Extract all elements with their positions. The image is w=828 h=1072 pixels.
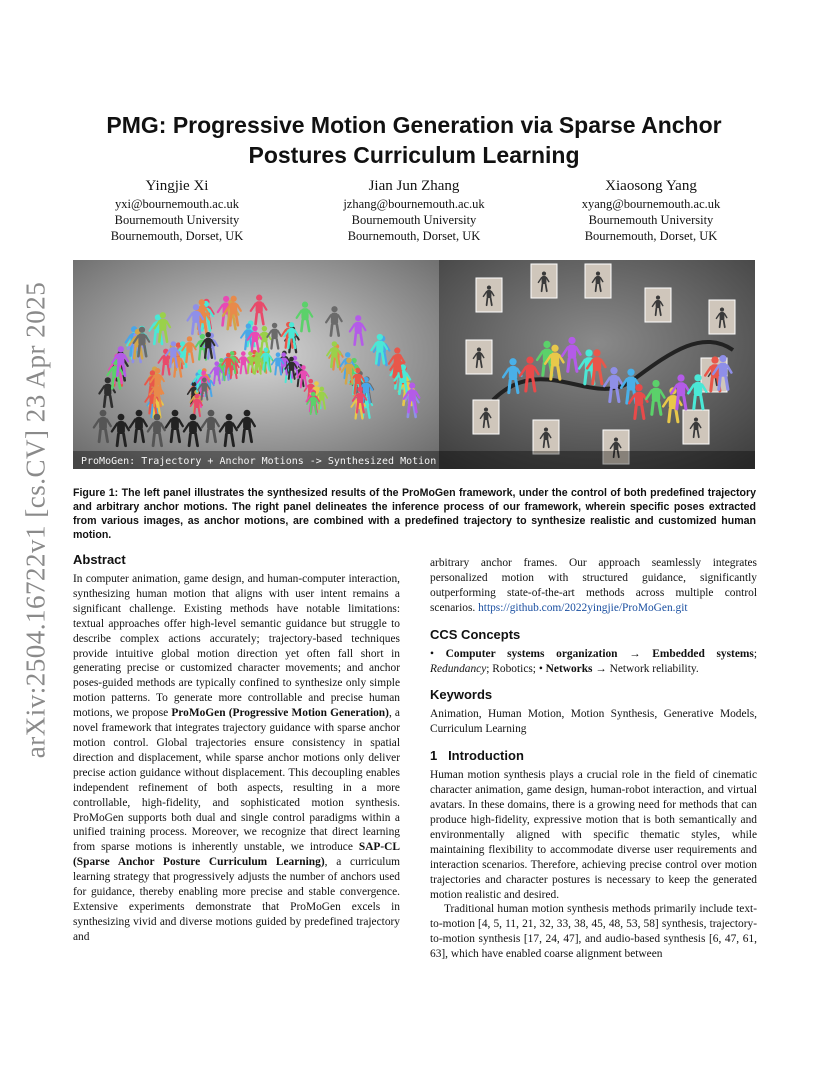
ccs-concepts: • Computer systems organization → Embedded systems; Redundancy; Robotics; • Networks → Network reliability. [430, 647, 757, 675]
author-affiliation: Bournemouth University [588, 213, 714, 227]
arxiv-identifier: arXiv:2504.16722v1 [cs.CV] 23 Apr 2025 [20, 281, 51, 759]
author-location: Bournemouth, Dorset, UK [347, 229, 481, 243]
abstract-heading: Abstract [73, 552, 126, 567]
author-name: Yingjie Xi [145, 178, 209, 194]
author-name: Jian Jun Zhang [368, 178, 460, 194]
right-column [430, 542, 757, 962]
abstract-text-continued: arbitrary anchor frames. Our approach seamlessly integrates personalized motion with structured guidance, significantly outperforming state-of-the-art methods across multiple control scenarios. [430, 557, 757, 614]
author-email: xyang@bournemouth.ac.uk [581, 197, 721, 211]
author-email: yxi@bournemouth.ac.uk [115, 197, 239, 211]
author-block [72, 176, 756, 244]
introduction-heading: 1 Introduction [430, 748, 524, 764]
author-affiliation: Bournemouth University [114, 213, 240, 227]
figure-caption: Figure 1: The left panel illustrates the synthesized results of the ProMoGen framework, under the control of both predefined trajectory and arbitrary anchor motions. The right panel delineates the inference process of our framework, wherein specific poses extracted from various images, as anchor motions, are combined with a predefined trajectory to synthesize realistic and customized human motion. [73, 487, 756, 541]
teaser-figure [73, 260, 755, 469]
teaser-figure-graphic [73, 260, 755, 469]
author-location: Bournemouth, Dorset, UK [110, 229, 244, 243]
paper-title: PMG: Progressive Motion Generation via Sparse Anchor Postures Curriculum Learning [106, 112, 722, 168]
left-column [73, 551, 400, 945]
author-affiliation: Bournemouth University [351, 213, 477, 227]
teaser-banner-text: ProMoGen: Trajectory + Anchor Motions -> Synthesized Motion [81, 456, 437, 467]
author-2 [309, 176, 519, 244]
sapcl-term: SAP-CL (Sparse Anchor Posture Curriculum Learning) [73, 841, 400, 869]
intro-paragraph-2: Traditional human motion synthesis methods primarily include text-to-motion [4, 5, 11, 21, 32, 33, 38, 45, 48, 53, 58] synthesis, trajectory-to-motion synthesis [17, 24, 47], and audio-based synthesis [6, 47, 61, 63], which have enabled coarse alignment between [430, 903, 757, 961]
promogen-term: ProMoGen (Progressive Motion Generation) [171, 707, 389, 720]
author-location: Bournemouth, Dorset, UK [584, 229, 718, 243]
author-3 [546, 176, 756, 244]
abstract-text: In computer animation, game design, and human-computer interaction, synthesizing human motion that aligns with user intent remains a significant challenge. Existing methods have notable limitations: textual approaches offer high-level semantic guidance but struggle to describe complex actions accurately; trajectory-based techniques provide intuitive global motion direction yet often fall short in generating precise or customized character movements; and anchor poses-guided methods are typically confined to synthesize only simple motion patterns. To generate more controllable and precise human motions, we propose ProMoGen (Progressive Motion Generation), a novel framework that integrates trajectory guidance with sparse anchor motion control. Global trajectories ensure consistency in spatial direction and displacement, while sparse anchor motions only deliver precise action guidance without displacement. This decoupling enables independent refinement of both aspects, resulting in a more controllable, high-fidelity, and sophisticated motion synthesis. ProMoGen supports both dual and single control paradigms within a unified training process. Moreover, we recognize that direct learning from sparse motions is inherently unstable, we introduce SAP-CL (Sparse Anchor Posture Curriculum Learning), a curriculum learning strategy that progressively adjusts the number of anchors used for guidance, thereby enabling more precise and stable convergence. Extensive experiments demonstrate that ProMoGen excels in synthesizing vivid and diverse motions guided by predefined trajectory and [73, 573, 400, 943]
abstract-continuation [430, 556, 757, 616]
author-1 [72, 176, 282, 244]
author-email: jzhang@bournemouth.ac.uk [343, 197, 485, 211]
keywords-heading: Keywords [430, 687, 493, 703]
keywords-text: Animation, Human Motion, Motion Synthesis, Generative Models, Curriculum Learning [430, 708, 757, 736]
github-link[interactable]: https://github.com/2022yingjie/ProMoGen.git [478, 601, 688, 614]
ccs-heading: CCS Concepts [430, 626, 521, 642]
intro-paragraph-1: Human motion synthesis plays a crucial role in the field of cinematic character animation, game design, human-robot interaction, and virtual avatars. In these domains, there is a growing need for methods that can produce high-fidelity, expressive motion that is both semantically and environmentally aligned with specific thematic styles, while maintaining flexibility to accommodate diverse user requirements and interaction scenarios. Therefore, achieving precise control over motion trajectories and character postures is necessary to keep the generated motion realistic and desired. [430, 769, 757, 901]
author-name: Xiaosong Yang [605, 178, 697, 194]
